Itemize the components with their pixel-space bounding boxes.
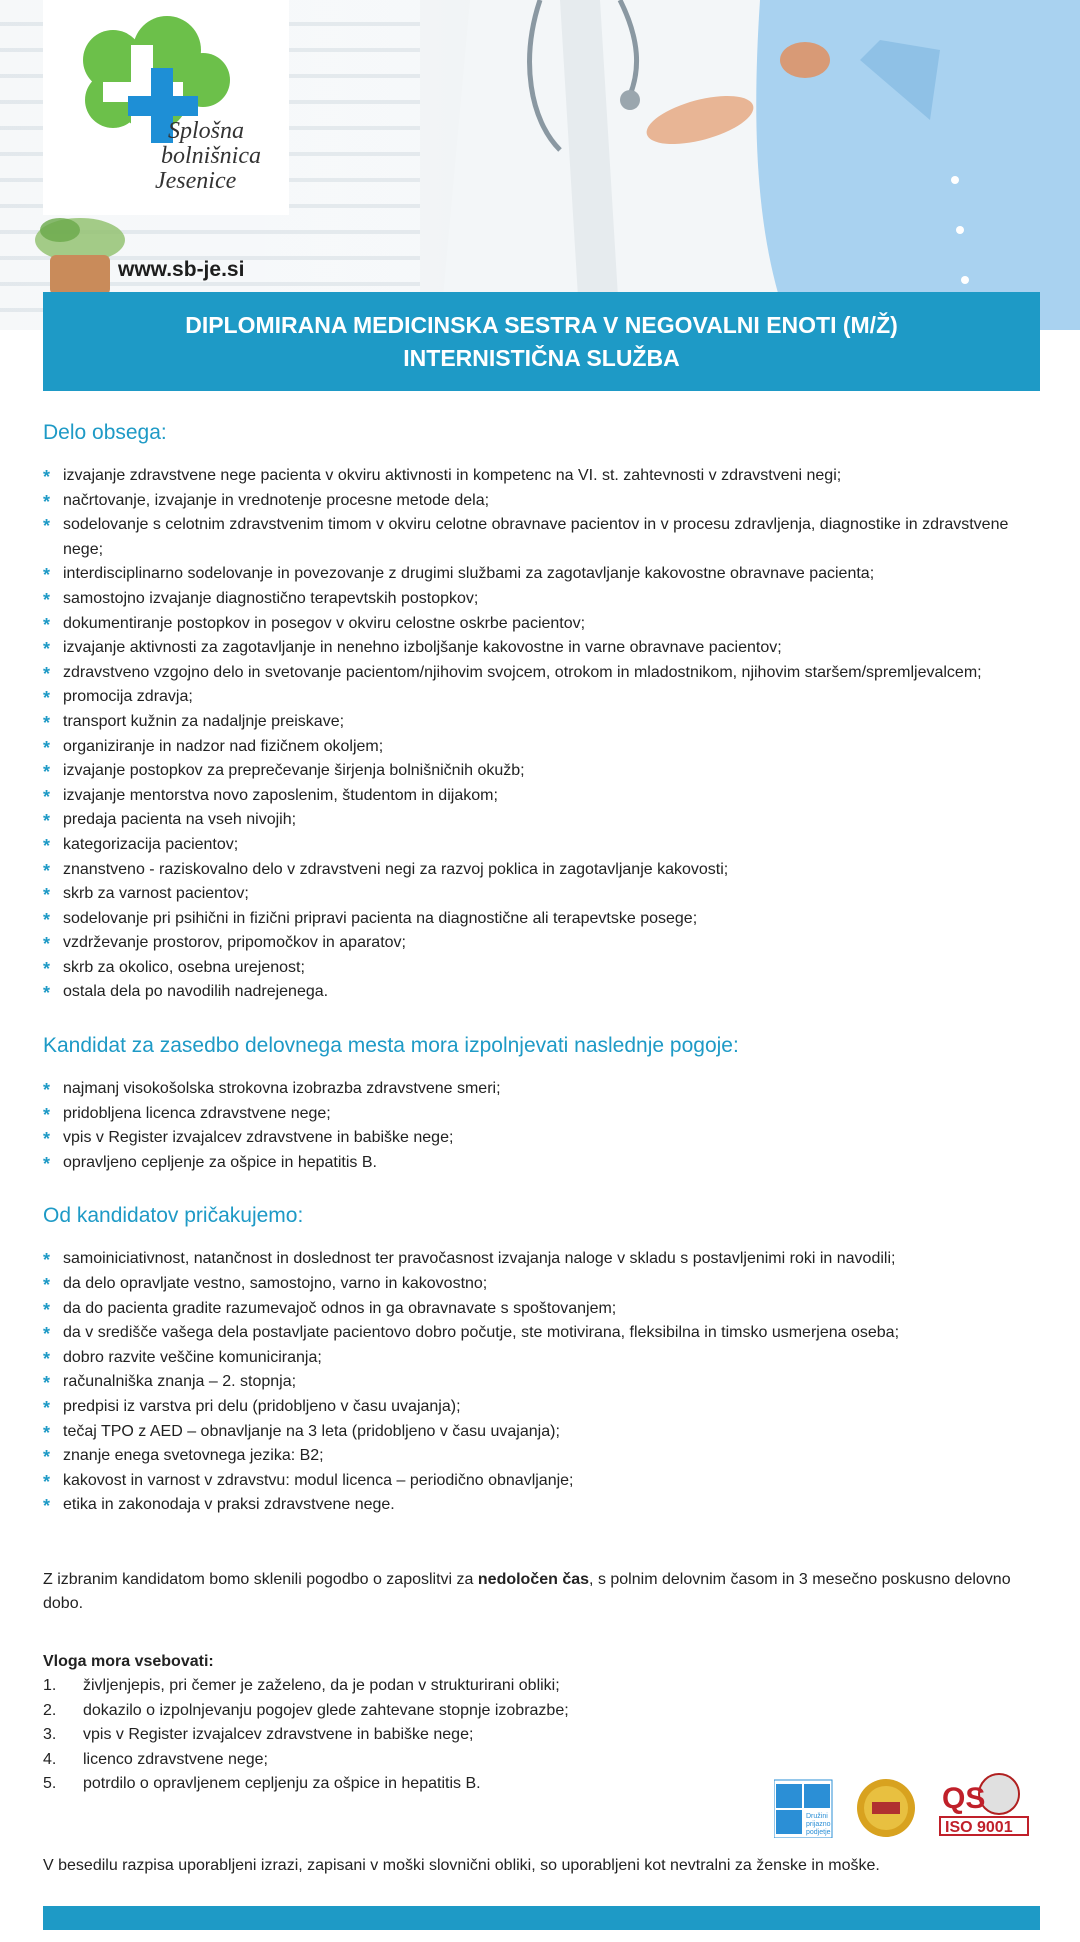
pogodba-text-after: , s polnim delovnim časom in 3 mesečno poskusno delovno dobo. [43,1570,1011,1612]
list-item: * kakovost in varnost v zdravstvu: modul licenca – periodično obnavljanje; [43,1469,1043,1494]
clover-cross-icon [43,0,289,215]
list-item: * izvajanje postopkov za preprečevanje širjenja bolnišničnih okužb; [43,759,1043,784]
list-item: * etika in zakonodaja v praksi zdravstvene nege. [43,1493,1043,1518]
list-item: * zdravstveno vzgojno delo in svetovanje pacientom/njihovim svojcem, otrokom in mladostnikom, njihovim staršem/spremljevalcem; [43,661,1043,686]
list-item: * vzdrževanje prostorov, pripomočkov in aparatov; [43,931,1043,956]
pricakujemo-heading: Od kandidatov pričakujemo: [43,1204,304,1228]
pricakujemo-list [43,1247,1043,1518]
badge-family-line1: Družini [806,1813,828,1820]
hospital-logo [43,0,289,215]
list-item: * samoiniciativnost, natančnost in doslednost ter pravočasnost izvajanja naloge v skladu s postavljenimi roki in navodili; [43,1247,1043,1272]
pogoji-heading: Kandidat za zasedbo delovnega mesta mora izpolnjevati naslednje pogoje: [43,1034,739,1058]
pogodba-text: Z izbranim kandidatom bomo sklenili pogodbo o zaposlitvi za [43,1570,478,1588]
pogodba-paragraph [43,1568,1043,1616]
item-number: 1. [43,1676,57,1694]
list-item: * ostala dela po navodilih nadrejenega. [43,980,1043,1005]
logo-line3: Jesenice [155,168,237,194]
main-content [43,420,1043,1797]
list-item: * računalniška znanja – 2. stopnja; [43,1370,1043,1395]
list-item: * da do pacienta gradite razumevajoč odnos in ga obravnavate s spoštovanjem; [43,1297,1043,1322]
item-text: vpis v Register izvajalcev zdravstvene in babiške nege; [83,1726,474,1744]
website-link[interactable]: www.sb-je.si [118,258,245,281]
item-number: 4. [43,1750,57,1768]
list-item: * znanstveno - raziskovalno delo v zdravstveni negi za razvoj poklica in zagotavljanje kakovosti; [43,858,1043,883]
badge-qs: QS [942,1782,986,1815]
list-item: * sodelovanje pri psihični in fizični pripravi pacienta na diagnostične ali terapevtske posege; [43,907,1043,932]
badge-family-line2: prijazno [806,1821,831,1828]
item-text: licenco zdravstvene nege; [83,1750,268,1768]
list-item [43,1674,1043,1699]
list-item: * dobro razvite veščine komuniciranja; [43,1346,1043,1371]
list-item [43,1723,1043,1748]
logo-line2: bolnišnica [161,143,261,169]
list-item: * promocija zdravja; [43,685,1043,710]
list-item: * da v središče vašega dela postavljate pacientovo dobro počutje, ste motivirana, fleksibilna in timsko usmerjena oseba; [43,1321,1043,1346]
item-text: potrdilo o opravljenem cepljenju za ošpice in hepatitis B. [83,1775,481,1793]
certification-badges [774,1772,1030,1838]
logo-line1: Splošna [168,118,245,144]
list-item: * tečaj TPO z AED – obnavljanje na 3 leta (pridobljeno v času uvajanja); [43,1420,1043,1445]
list-item: * skrb za okolico, osebna urejenost; [43,956,1043,981]
job-title: DIPLOMIRANA MEDICINSKA SESTRA V NEGOVALNI ENOTI (M/Ž) [185,311,898,338]
list-item: * skrb za varnost pacientov; [43,882,1043,907]
title-banner [43,292,1040,391]
list-item: * izvajanje aktivnosti za zagotavljanje in nenehno izboljšanje kakovostne in varne obravnave pacientov; [43,636,1043,661]
list-item: * da delo opravljate vestno, samostojno, varno in kakovostno; [43,1272,1043,1297]
list-item: * najmanj visokošolska strokovna izobrazba zdravstvene smeri; [43,1077,1043,1102]
item-number: 2. [43,1701,57,1719]
badge-family-line3: podjetje [806,1829,831,1836]
list-item: * opravljeno cepljenje za ošpice in hepatitis B. [43,1151,1043,1176]
list-item: * organiziranje in nadzor nad fizičnem okoljem; [43,735,1043,760]
delo-obsega-heading: Delo obsega: [43,421,167,444]
list-item: * interdisciplinarno sodelovanje in povezovanje z drugimi službami za zagotavljanje kakovostne obravnave pacienta; [43,562,1043,587]
badge-iso: ISO 9001 [945,1819,1013,1836]
list-item: * kategorizacija pacientov; [43,833,1043,858]
list-item: * izvajanje zdravstvene nege pacienta v okviru aktivnosti in kompetenc na VI. st. zahtevnosti v zdravstveni negi; [43,464,1043,489]
job-department: INTERNISTIČNA SLUŽBA [403,344,680,371]
item-number: 3. [43,1726,57,1744]
list-item: * samostojno izvajanje diagnostično terapevtskih postopkov; [43,587,1043,612]
list-item: * sodelovanje s celotnim zdravstvenim timom v okviru celotne obravnave pacientov in v procesu zdravljenja, diagnostike in zdravstvene nege; [43,513,1043,562]
pogodba-bold: nedoločen čas [477,1570,590,1588]
list-item: * načrtovanje, izvajanje in vrednotenje procesne metode dela; [43,489,1043,514]
list-item: * predpisi iz varstva pri delu (pridobljeno v času uvajanja); [43,1395,1043,1420]
list-item: * vpis v Register izvajalcev zdravstvene in babiške nege; [43,1126,1043,1151]
list-item: * izvajanje mentorstva novo zaposlenim, študentom in dijakom; [43,784,1043,809]
list-item: * pridobljena licenca zdravstvene nege; [43,1102,1043,1127]
bottom-bar [43,1906,1040,1930]
list-item: * znanje enega svetovnega jezika: B2; [43,1444,1043,1469]
delo-obsega-list [43,464,1043,1005]
list-item: * dokumentiranje postopkov in posegov v okviru celostne oskrbe pacientov; [43,612,1043,637]
item-text: življenjepis, pri čemer je zaželeno, da je podan v strukturirani obliki; [83,1676,560,1694]
badges-icon [774,1772,1030,1838]
vloga-heading: Vloga mora vsebovati: [43,1652,214,1670]
list-item [43,1699,1043,1724]
list-item: * transport kužnin za nadaljnje preiskave; [43,710,1043,735]
item-text: dokazilo o izpolnjevanju pogojev glede zahtevane stopnje izobrazbe; [83,1701,569,1719]
footer-note: V besedilu razpisa uporabljeni izrazi, zapisani v moški slovnični obliki, so uporabljeni kot nevtralni za ženske in moške. [43,1857,880,1874]
list-item [43,1748,1043,1773]
list-item: * predaja pacienta na vseh nivojih; [43,808,1043,833]
item-number: 5. [43,1775,57,1793]
pogoji-list [43,1077,1043,1175]
